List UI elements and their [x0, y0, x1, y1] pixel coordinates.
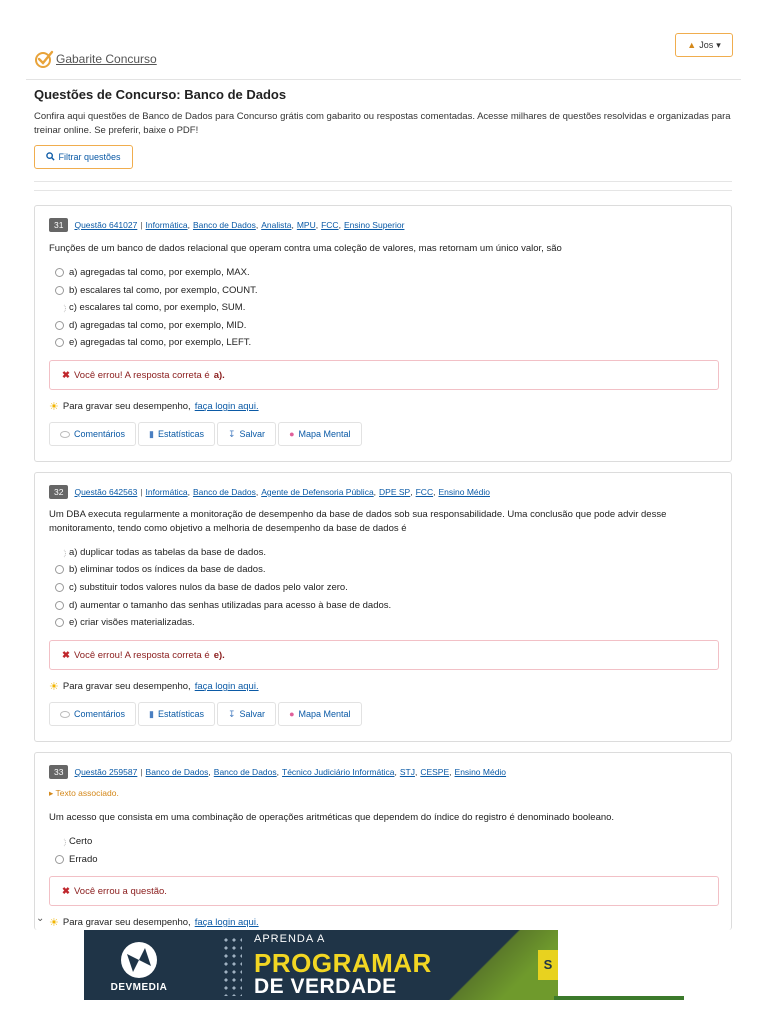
- devmedia-logo: DEVMEDIA: [106, 940, 172, 993]
- result-alert: [49, 876, 719, 906]
- banner-cta[interactable]: S: [538, 950, 558, 980]
- mind-map-button[interactable]: ● Mapa Mental: [278, 702, 361, 726]
- result-alert: [49, 640, 719, 670]
- action-buttons: [49, 422, 362, 446]
- answer-option[interactable]: a) agregadas tal como, por exemplo, MAX.: [55, 267, 250, 278]
- download-icon: ↧: [228, 428, 236, 439]
- banner-line2: PROGRAMAR: [254, 948, 432, 978]
- download-icon: ↧: [228, 708, 236, 719]
- ad-banner[interactable]: [84, 930, 684, 1000]
- tag-link[interactable]: Ensino Médio: [454, 767, 507, 777]
- tag-link[interactable]: Banco de Dados: [213, 767, 277, 777]
- tag-link[interactable]: Informática: [145, 487, 188, 497]
- tag-link[interactable]: Ensino Superior: [343, 220, 405, 230]
- sun-icon: ☀: [49, 681, 59, 693]
- sun-icon: ☀: [49, 917, 59, 929]
- login-prompt: ☀ Para gravar seu desempenho, faça login aqui.: [49, 681, 259, 693]
- top-bar: [26, 30, 741, 80]
- tag-link[interactable]: Agente de Defensoria Pública: [261, 487, 374, 497]
- caret-down-icon: ▾: [716, 39, 721, 50]
- divider: [34, 181, 732, 182]
- site-logo[interactable]: [34, 49, 157, 69]
- close-x-icon: ✖: [62, 369, 70, 381]
- comment-icon: [60, 431, 70, 438]
- save-button[interactable]: ↧ Salvar: [217, 702, 276, 726]
- dots-decoration: [222, 936, 242, 996]
- filter-questions-button[interactable]: [34, 145, 133, 169]
- login-prompt: ☀ Para gravar seu desempenho, faça login aqui.: [49, 401, 259, 413]
- answer-option[interactable]: b) eliminar todos os índices da base de dados.: [55, 564, 265, 575]
- radio-icon[interactable]: [55, 618, 64, 627]
- save-button[interactable]: ↧ Salvar: [217, 422, 276, 446]
- result-text: Você errou! A resposta correta é: [73, 649, 210, 661]
- radio-icon[interactable]: [55, 601, 64, 610]
- tag-link[interactable]: CESPE: [420, 767, 450, 777]
- tag-link[interactable]: Técnico Judiciário Informática: [282, 767, 395, 777]
- tag-link[interactable]: Banco de Dados: [192, 220, 256, 230]
- radio-selected-icon[interactable]: [55, 837, 64, 846]
- search-icon: [46, 152, 55, 163]
- radio-icon[interactable]: [55, 338, 64, 347]
- sun-icon: ☀: [49, 401, 59, 413]
- question-text: Um acesso que consista em uma combinação de operações aritméticas que dependem do índice do registro é denominado booleano.: [49, 812, 615, 823]
- answer-option[interactable]: c) substituir todos valores nulos da base de dados pelo valor zero.: [55, 582, 348, 593]
- result-text: Você errou a questão.: [73, 885, 167, 897]
- answer-option[interactable]: Errado: [55, 854, 98, 865]
- correct-answer: a).: [213, 369, 225, 381]
- question-card: [34, 472, 732, 742]
- correct-answer: e).: [213, 649, 225, 661]
- mind-map-button[interactable]: ● Mapa Mental: [278, 422, 361, 446]
- radio-selected-icon[interactable]: [55, 548, 64, 557]
- caret-right-icon: ▸: [49, 788, 54, 798]
- result-alert: [49, 360, 719, 390]
- banner-line1: APRENDA A: [254, 933, 326, 945]
- question-header: 33 Questão 259587 | Banco de Dados , Banco de Dados , Técnico Judiciário Informática , STJ , CESPE , Ensino Médio: [49, 765, 506, 779]
- page-title: Questões de Concurso: Banco de Dados: [34, 87, 287, 102]
- answer-option[interactable]: d) agregadas tal como, por exemplo, MID.: [55, 320, 246, 331]
- question-text: Um DBA executa regularmente a monitoração de desempenho da base de dados sob sua responsabilidade. Uma conclusão que pode advir desse monitoramento, tendo como objetivo a melhoria de desempenho da base de dados é: [49, 509, 667, 534]
- tag-link[interactable]: STJ: [399, 767, 415, 777]
- answer-option-selected[interactable]: a) duplicar todas as tabelas da base de dados.: [55, 547, 266, 558]
- question-header: 31 Questão 641027 | Informática , Banco de Dados , Analista , MPU , FCC , Ensino Superior: [49, 218, 404, 232]
- stats-button[interactable]: ▮ Estatísticas: [138, 702, 215, 726]
- user-icon: ▲: [687, 40, 697, 50]
- banner-green-bar: [554, 996, 684, 1000]
- brain-icon: ●: [289, 429, 295, 439]
- question-text: Funções de um banco de dados relacional que operam contra uma coleção de valores, mas retornam um único valor, são: [49, 243, 562, 254]
- answer-option[interactable]: e) agregadas tal como, por exemplo, LEFT.: [55, 337, 251, 348]
- filter-label: Filtrar questões: [58, 152, 121, 162]
- answer-option-selected[interactable]: c) escalares tal como, por exemplo, SUM.: [55, 302, 245, 313]
- login-link[interactable]: faça login aqui.: [194, 681, 259, 692]
- login-link[interactable]: faça login aqui.: [194, 917, 259, 928]
- bar-chart-icon: ▮: [149, 428, 154, 439]
- comment-icon: [60, 711, 70, 718]
- question-number: 32: [49, 485, 68, 499]
- brain-icon: ●: [289, 709, 295, 719]
- tag-link[interactable]: Informática: [145, 220, 188, 230]
- login-link[interactable]: faça login aqui.: [194, 401, 259, 412]
- user-menu-button[interactable]: [675, 33, 733, 57]
- tag-link[interactable]: Banco de Dados: [145, 767, 209, 777]
- login-prompt: ☀ Para gravar seu desempenho, faça login aqui.: [49, 917, 259, 929]
- answer-option-selected[interactable]: Certo: [55, 836, 92, 847]
- answer-option[interactable]: e) criar visões materializadas.: [55, 617, 195, 628]
- tag-link[interactable]: DPE SP: [379, 487, 411, 497]
- intro-text: Confira aqui questões de Banco de Dados para Concurso grátis com gabarito ou respostas comentadas. Acesse milhares de questões resolvidas e organizadas para treinar online. Se preferir, baixe o PDF!: [34, 111, 731, 136]
- question-card: [34, 205, 732, 462]
- tag-link[interactable]: Analista: [261, 220, 292, 230]
- close-x-icon: ✖: [62, 885, 70, 897]
- chevron-down-icon[interactable]: ⌄: [36, 913, 45, 924]
- question-card: [34, 752, 732, 930]
- logo-text: Gabarite Concurso: [56, 52, 157, 66]
- question-id-link[interactable]: Questão 642563: [74, 487, 138, 497]
- banner-right-area: [558, 930, 684, 1000]
- answer-option[interactable]: d) aumentar o tamanho das senhas utilizadas para acesso à base de dados.: [55, 600, 391, 611]
- tag-link[interactable]: FCC: [321, 220, 339, 230]
- tag-link[interactable]: MPU: [296, 220, 316, 230]
- bar-chart-icon: ▮: [149, 708, 154, 719]
- associated-text-toggle[interactable]: ▸ Texto associado.: [49, 788, 119, 798]
- close-x-icon: ✖: [62, 649, 70, 661]
- question-id-link[interactable]: Questão 259587: [74, 767, 138, 777]
- question-header: 32 Questão 642563 | Informática , Banco de Dados , Agente de Defensoria Pública , DPE SP , FCC , Ensino Médio: [49, 485, 490, 499]
- radio-selected-icon[interactable]: [55, 303, 64, 312]
- divider: [34, 190, 732, 191]
- radio-icon[interactable]: [55, 583, 64, 592]
- tag-link[interactable]: FCC: [415, 487, 434, 497]
- radio-icon[interactable]: [55, 268, 64, 277]
- tag-link[interactable]: Banco de Dados: [192, 487, 256, 497]
- comments-button[interactable]: Comentários: [49, 422, 136, 446]
- radio-icon[interactable]: [55, 286, 64, 295]
- stats-button[interactable]: ▮ Estatísticas: [138, 422, 215, 446]
- radio-icon[interactable]: [55, 565, 64, 574]
- radio-icon[interactable]: [55, 855, 64, 864]
- banner-line3: DE VERDADE: [254, 975, 397, 998]
- question-number: 33: [49, 765, 68, 779]
- checkmark-logo-icon: [34, 49, 54, 69]
- radio-icon[interactable]: [55, 321, 64, 330]
- tag-link[interactable]: Ensino Médio: [438, 487, 490, 497]
- question-number: 31: [49, 218, 68, 232]
- action-buttons: [49, 702, 362, 726]
- user-label: Jos: [699, 40, 714, 50]
- devmedia-logo-icon: [119, 940, 159, 980]
- answer-option[interactable]: b) escalares tal como, por exemplo, COUNT.: [55, 285, 257, 296]
- question-id-link[interactable]: Questão 641027: [74, 220, 138, 230]
- comments-button[interactable]: Comentários: [49, 702, 136, 726]
- result-text: Você errou! A resposta correta é: [73, 369, 210, 381]
